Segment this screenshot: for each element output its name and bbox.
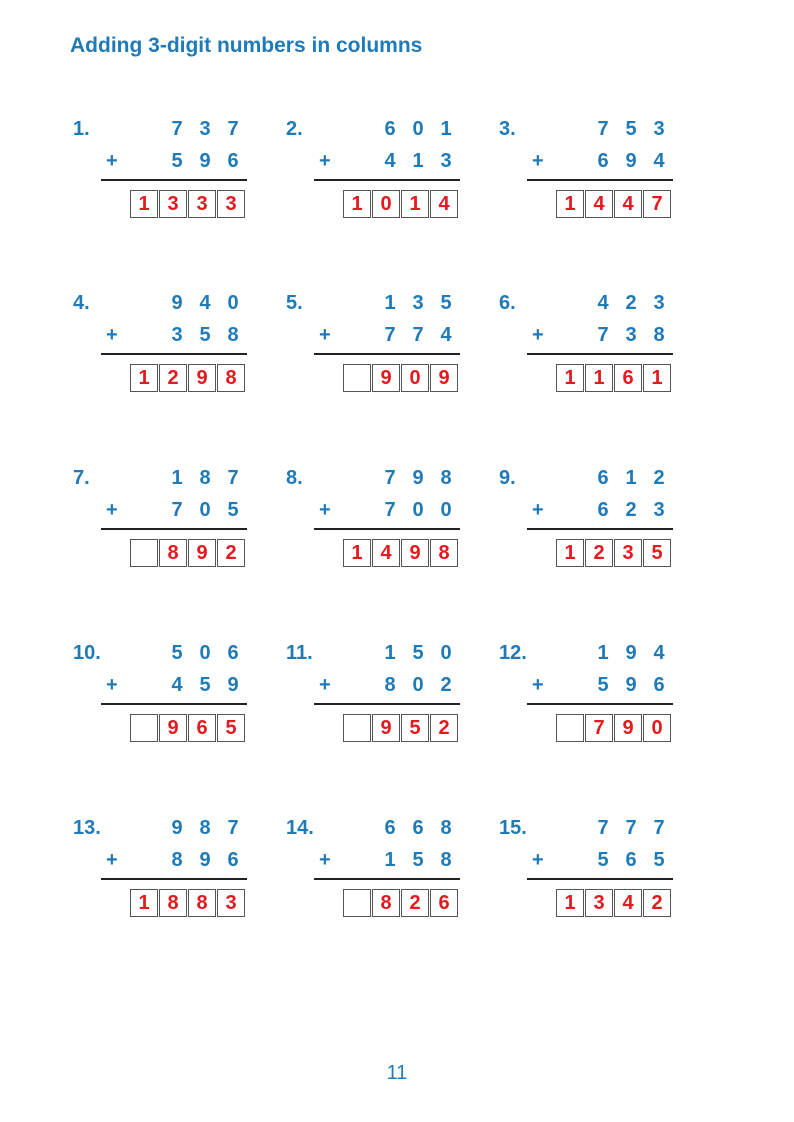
sum-line	[527, 703, 673, 705]
bottom-digit: 6	[653, 674, 665, 696]
problem-number: 2.	[286, 118, 303, 140]
sum-line	[314, 703, 460, 705]
top-digit: 1	[440, 118, 452, 140]
addition-problem	[499, 642, 679, 752]
top-digit: 3	[653, 292, 665, 314]
top-digit: 4	[199, 292, 211, 314]
top-digit: 7	[653, 817, 665, 839]
bottom-digit: 4	[440, 324, 452, 346]
top-digit: 5	[412, 642, 424, 664]
top-digit: 1	[625, 467, 637, 489]
sum-line	[527, 528, 673, 530]
answer-box[interactable]: 3	[188, 190, 216, 218]
addition-problem	[499, 118, 679, 228]
top-digit: 8	[199, 817, 211, 839]
answer-box[interactable]: 1	[556, 539, 584, 567]
answer-box[interactable]: 1	[556, 190, 584, 218]
plus-sign: +	[532, 324, 544, 346]
addition-problem	[73, 817, 253, 927]
top-digit: 7	[384, 467, 396, 489]
bottom-digit: 9	[625, 150, 637, 172]
answer-box[interactable]: 2	[401, 889, 429, 917]
addition-problem	[499, 292, 679, 402]
answer-box[interactable]: 1	[401, 190, 429, 218]
sum-line	[101, 528, 247, 530]
problem-number: 10.	[73, 642, 101, 664]
top-digit: 3	[412, 292, 424, 314]
top-digit: 7	[227, 817, 239, 839]
sum-line	[314, 179, 460, 181]
bottom-digit: 7	[384, 499, 396, 521]
bottom-digit: 0	[199, 499, 211, 521]
answer-box[interactable]: 2	[643, 889, 671, 917]
bottom-digit: 5	[199, 324, 211, 346]
plus-sign: +	[106, 849, 118, 871]
plus-sign: +	[319, 849, 331, 871]
page-number: 11	[386, 1062, 408, 1084]
problem-number: 13.	[73, 817, 101, 839]
answer-box[interactable]: 4	[585, 190, 613, 218]
bottom-digit: 5	[171, 150, 183, 172]
plus-sign: +	[532, 150, 544, 172]
top-digit: 1	[597, 642, 609, 664]
sum-line	[314, 878, 460, 880]
sum-line	[101, 703, 247, 705]
page-title: Adding 3-digit numbers in columns	[70, 34, 423, 57]
bottom-digit: 6	[597, 150, 609, 172]
addition-problem	[73, 642, 253, 752]
answer-box[interactable]: 1	[130, 889, 158, 917]
bottom-digit: 8	[384, 674, 396, 696]
bottom-digit: 5	[597, 849, 609, 871]
top-digit: 7	[597, 817, 609, 839]
plus-sign: +	[532, 674, 544, 696]
top-digit: 7	[171, 118, 183, 140]
bottom-digit: 7	[597, 324, 609, 346]
answer-box[interactable]: 5	[401, 714, 429, 742]
plus-sign: +	[319, 674, 331, 696]
sum-line	[101, 878, 247, 880]
answer-box[interactable]: 5	[217, 714, 245, 742]
answer-box[interactable]: 8	[372, 889, 400, 917]
answer-box[interactable]: 3	[585, 889, 613, 917]
bottom-digit: 6	[597, 499, 609, 521]
top-digit: 6	[384, 118, 396, 140]
plus-sign: +	[106, 150, 118, 172]
answer-box[interactable]: 7	[585, 714, 613, 742]
bottom-digit: 3	[625, 324, 637, 346]
answer-box[interactable]	[130, 539, 158, 567]
problem-number: 1.	[73, 118, 90, 140]
top-digit: 2	[653, 467, 665, 489]
answer-box[interactable]: 0	[643, 714, 671, 742]
bottom-digit: 9	[199, 150, 211, 172]
top-digit: 1	[384, 292, 396, 314]
problem-number: 4.	[73, 292, 90, 314]
answer-box[interactable]	[130, 714, 158, 742]
answer-box[interactable]	[556, 714, 584, 742]
top-digit: 4	[653, 642, 665, 664]
answer-box[interactable]: 9	[188, 539, 216, 567]
top-digit: 6	[227, 642, 239, 664]
addition-problem	[286, 467, 466, 577]
top-digit: 0	[227, 292, 239, 314]
problem-number: 14.	[286, 817, 314, 839]
addition-problem	[73, 292, 253, 402]
problem-number: 5.	[286, 292, 303, 314]
addition-problem	[286, 118, 466, 228]
bottom-digit: 5	[412, 849, 424, 871]
bottom-digit: 4	[171, 674, 183, 696]
top-digit: 1	[384, 642, 396, 664]
top-digit: 9	[412, 467, 424, 489]
bottom-digit: 1	[412, 150, 424, 172]
answer-box[interactable]: 9	[401, 539, 429, 567]
bottom-digit: 8	[171, 849, 183, 871]
problem-number: 8.	[286, 467, 303, 489]
answer-box[interactable]: 9	[188, 364, 216, 392]
bottom-digit: 0	[412, 674, 424, 696]
problem-number: 15.	[499, 817, 527, 839]
sum-line	[314, 528, 460, 530]
answer-box[interactable]: 3	[159, 190, 187, 218]
answer-box[interactable]: 8	[217, 364, 245, 392]
top-digit: 7	[625, 817, 637, 839]
bottom-digit: 4	[653, 150, 665, 172]
bottom-digit: 8	[653, 324, 665, 346]
problem-number: 3.	[499, 118, 516, 140]
addition-problem	[286, 292, 466, 402]
top-digit: 4	[597, 292, 609, 314]
sum-line	[527, 353, 673, 355]
top-digit: 6	[597, 467, 609, 489]
answer-box[interactable]: 1	[130, 364, 158, 392]
top-digit: 7	[227, 118, 239, 140]
answer-box[interactable]: 1	[556, 364, 584, 392]
top-digit: 5	[440, 292, 452, 314]
sum-line	[101, 179, 247, 181]
answer-box[interactable]	[343, 714, 371, 742]
top-digit: 8	[440, 817, 452, 839]
answer-box[interactable]: 4	[614, 190, 642, 218]
bottom-digit: 6	[625, 849, 637, 871]
top-digit: 5	[625, 118, 637, 140]
top-digit: 3	[199, 118, 211, 140]
top-digit: 7	[227, 467, 239, 489]
addition-problem	[499, 467, 679, 577]
bottom-digit: 6	[227, 150, 239, 172]
bottom-digit: 0	[440, 499, 452, 521]
bottom-digit: 8	[440, 849, 452, 871]
answer-box[interactable]: 4	[614, 889, 642, 917]
addition-problem	[499, 817, 679, 927]
bottom-digit: 5	[227, 499, 239, 521]
answer-box[interactable]: 6	[430, 889, 458, 917]
answer-box[interactable]: 2	[430, 714, 458, 742]
answer-box[interactable]: 9	[372, 364, 400, 392]
addition-problem	[73, 118, 253, 228]
bottom-digit: 0	[412, 499, 424, 521]
answer-box[interactable]: 8	[159, 889, 187, 917]
sum-line	[527, 179, 673, 181]
bottom-digit: 8	[227, 324, 239, 346]
bottom-digit: 5	[597, 674, 609, 696]
plus-sign: +	[532, 849, 544, 871]
top-digit: 0	[440, 642, 452, 664]
top-digit: 9	[171, 817, 183, 839]
answer-box[interactable]: 9	[614, 714, 642, 742]
answer-box[interactable]: 8	[159, 539, 187, 567]
top-digit: 0	[412, 118, 424, 140]
bottom-digit: 7	[171, 499, 183, 521]
problem-number: 9.	[499, 467, 516, 489]
answer-box[interactable]: 7	[643, 190, 671, 218]
answer-box[interactable]: 4	[372, 539, 400, 567]
top-digit: 0	[199, 642, 211, 664]
answer-box[interactable]: 9	[159, 714, 187, 742]
bottom-digit: 7	[412, 324, 424, 346]
problem-number: 11.	[286, 642, 313, 664]
top-digit: 2	[625, 292, 637, 314]
bottom-digit: 9	[625, 674, 637, 696]
answer-box[interactable]: 2	[585, 539, 613, 567]
answer-box[interactable]: 6	[614, 364, 642, 392]
plus-sign: +	[319, 150, 331, 172]
top-digit: 8	[199, 467, 211, 489]
sum-line	[101, 353, 247, 355]
sum-line	[527, 878, 673, 880]
top-digit: 9	[171, 292, 183, 314]
answer-box[interactable]: 8	[430, 539, 458, 567]
addition-problem	[286, 642, 466, 752]
bottom-digit: 3	[653, 499, 665, 521]
addition-problem	[73, 467, 253, 577]
bottom-digit: 9	[227, 674, 239, 696]
plus-sign: +	[532, 499, 544, 521]
answer-box[interactable]: 2	[159, 364, 187, 392]
plus-sign: +	[319, 499, 331, 521]
answer-box[interactable]: 1	[343, 539, 371, 567]
answer-box[interactable]: 4	[430, 190, 458, 218]
plus-sign: +	[319, 324, 331, 346]
answer-box[interactable]: 1	[130, 190, 158, 218]
problem-number: 7.	[73, 467, 90, 489]
answer-box[interactable]: 2	[217, 539, 245, 567]
bottom-digit: 4	[384, 150, 396, 172]
top-digit: 5	[171, 642, 183, 664]
top-digit: 7	[597, 118, 609, 140]
top-digit: 8	[440, 467, 452, 489]
top-digit: 9	[625, 642, 637, 664]
top-digit: 3	[653, 118, 665, 140]
sum-line	[314, 353, 460, 355]
top-digit: 6	[384, 817, 396, 839]
answer-box[interactable]: 0	[372, 190, 400, 218]
plus-sign: +	[106, 674, 118, 696]
bottom-digit: 9	[199, 849, 211, 871]
answer-box[interactable]	[343, 364, 371, 392]
answer-box[interactable]: 3	[217, 889, 245, 917]
answer-box[interactable]: 5	[643, 539, 671, 567]
answer-box[interactable]: 3	[217, 190, 245, 218]
bottom-digit: 5	[199, 674, 211, 696]
bottom-digit: 5	[653, 849, 665, 871]
answer-box[interactable]: 9	[372, 714, 400, 742]
answer-box[interactable]: 6	[188, 714, 216, 742]
plus-sign: +	[106, 324, 118, 346]
answer-box[interactable]: 1	[343, 190, 371, 218]
top-digit: 6	[412, 817, 424, 839]
bottom-digit: 2	[440, 674, 452, 696]
bottom-digit: 2	[625, 499, 637, 521]
bottom-digit: 3	[171, 324, 183, 346]
answer-box[interactable]: 9	[430, 364, 458, 392]
answer-box[interactable]: 0	[401, 364, 429, 392]
problem-number: 12.	[499, 642, 527, 664]
bottom-digit: 1	[384, 849, 396, 871]
addition-problem	[286, 817, 466, 927]
answer-box[interactable]: 1	[556, 889, 584, 917]
bottom-digit: 6	[227, 849, 239, 871]
bottom-digit: 3	[440, 150, 452, 172]
bottom-digit: 7	[384, 324, 396, 346]
answer-box[interactable]: 8	[188, 889, 216, 917]
answer-box[interactable]: 1	[643, 364, 671, 392]
answer-box[interactable]: 1	[585, 364, 613, 392]
top-digit: 1	[171, 467, 183, 489]
answer-box[interactable]	[343, 889, 371, 917]
plus-sign: +	[106, 499, 118, 521]
answer-box[interactable]: 3	[614, 539, 642, 567]
problem-number: 6.	[499, 292, 516, 314]
